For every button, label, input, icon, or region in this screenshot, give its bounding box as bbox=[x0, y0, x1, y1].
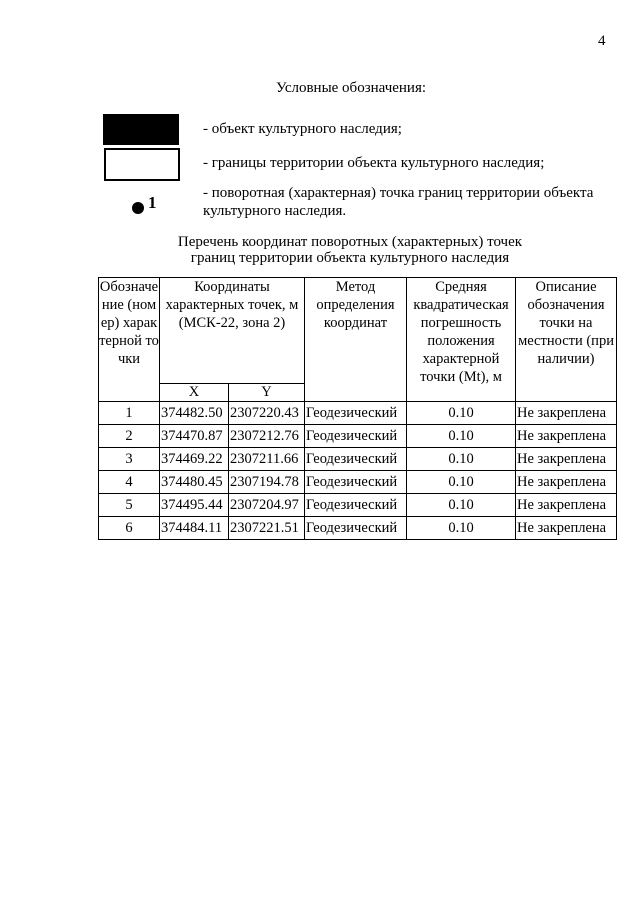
header-method: Метод определения координат bbox=[305, 278, 407, 402]
header-point: Обозначение (номер) характерной точки bbox=[99, 278, 160, 402]
cell-description: Не закреплена bbox=[516, 517, 617, 540]
table-row bbox=[99, 448, 617, 471]
table-title-line-2: границ территории объекта культурного наследия bbox=[190, 250, 510, 266]
cell-description: Не закреплена bbox=[516, 448, 617, 471]
cell-error: 0.10 bbox=[407, 517, 516, 540]
cell-y: 2307221.51 bbox=[229, 517, 305, 540]
cell-point: 5 bbox=[99, 494, 160, 517]
cell-description: Не закреплена bbox=[516, 425, 617, 448]
cell-y: 2307212.76 bbox=[229, 425, 305, 448]
cell-y: 2307194.78 bbox=[229, 471, 305, 494]
table-row bbox=[99, 494, 617, 517]
cell-method: Геодезический bbox=[305, 425, 407, 448]
table-title bbox=[140, 234, 560, 266]
cell-description: Не закреплена bbox=[516, 402, 617, 425]
cell-point: 2 bbox=[99, 425, 160, 448]
cell-error: 0.10 bbox=[407, 494, 516, 517]
cell-point: 3 bbox=[99, 448, 160, 471]
cell-error: 0.10 bbox=[407, 448, 516, 471]
cell-x: 374470.87 bbox=[160, 425, 229, 448]
cell-y: 2307220.43 bbox=[229, 402, 305, 425]
coordinates-table bbox=[98, 277, 617, 540]
cell-description: Не закреплена bbox=[516, 471, 617, 494]
cell-method: Геодезический bbox=[305, 402, 407, 425]
cell-y: 2307211.66 bbox=[229, 448, 305, 471]
cell-method: Геодезический bbox=[305, 494, 407, 517]
cell-method: Геодезический bbox=[305, 448, 407, 471]
cell-error: 0.10 bbox=[407, 402, 516, 425]
table-row bbox=[99, 517, 617, 540]
header-x: X bbox=[160, 384, 229, 402]
table-title-line-1: Перечень координат поворотных (характерных) точек bbox=[177, 234, 523, 250]
cultural-heritage-object-swatch bbox=[103, 114, 179, 145]
header-description: Описание обозначения точки на местности (при наличии) bbox=[516, 278, 617, 402]
header-error: Средняя квадратическая погрешность положения характерной точки (Mt), м bbox=[407, 278, 516, 402]
cell-method: Геодезический bbox=[305, 517, 407, 540]
cell-error: 0.10 bbox=[407, 471, 516, 494]
cell-x: 374495.44 bbox=[160, 494, 229, 517]
cell-point: 4 bbox=[99, 471, 160, 494]
legend-label-object: - объект культурного наследия; bbox=[203, 121, 402, 137]
cell-y: 2307204.97 bbox=[229, 494, 305, 517]
legend-label-boundary: - границы территории объекта культурного наследия; bbox=[203, 155, 545, 171]
table-row bbox=[99, 471, 617, 494]
table-row bbox=[99, 402, 617, 425]
cell-x: 374469.22 bbox=[160, 448, 229, 471]
cell-method: Геодезический bbox=[305, 471, 407, 494]
header-coordinates: Координаты характерных точек, м (МСК-22, зона 2) bbox=[160, 278, 305, 384]
cell-description: Не закреплена bbox=[516, 494, 617, 517]
header-y: Y bbox=[229, 384, 305, 402]
cell-x: 374484.11 bbox=[160, 517, 229, 540]
cell-point: 1 bbox=[99, 402, 160, 425]
cell-error: 0.10 bbox=[407, 425, 516, 448]
cell-x: 374482.50 bbox=[160, 402, 229, 425]
legend-title: Условные обозначения: bbox=[276, 80, 427, 96]
legend-label-turning-point: - поворотная (характерная) точка границ территории объекта культурного наследия. bbox=[203, 185, 594, 219]
cell-x: 374480.45 bbox=[160, 471, 229, 494]
territory-boundary-swatch bbox=[104, 148, 180, 181]
turning-point-dot-icon bbox=[132, 202, 144, 214]
turning-point-dot-label: 1 bbox=[148, 193, 157, 212]
table-row bbox=[99, 425, 617, 448]
page-number: 4 bbox=[598, 33, 606, 49]
cell-point: 6 bbox=[99, 517, 160, 540]
